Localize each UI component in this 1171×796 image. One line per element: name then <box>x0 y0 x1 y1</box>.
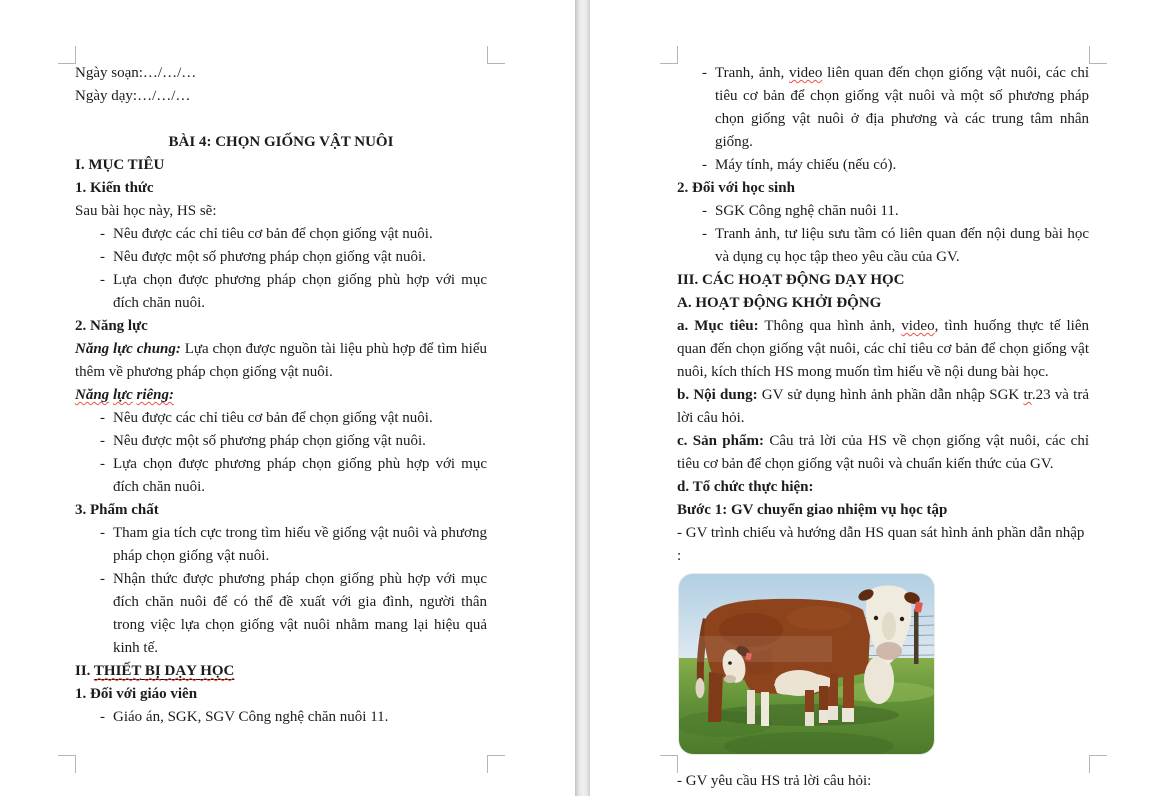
margin-crop-mark <box>487 46 505 64</box>
page-gap-divider <box>575 0 590 796</box>
subsection-hoc-sinh: 2. Đối với học sinh <box>677 180 795 196</box>
page-1-text-area <box>75 62 487 729</box>
blank-line <box>75 108 487 131</box>
bullet-dash: - <box>702 203 707 219</box>
section-thiet-bi-day-hoc: II. THIẾT BỊ DẠY HỌC <box>75 663 235 679</box>
subsection-pham-chat: 3. Phẩm chất <box>75 502 159 518</box>
bullet-dash: - <box>100 709 105 725</box>
list-item: - Tham gia tích cực trong tìm hiểu về giống vật nuôi và phương pháp chọn giống vật nuôi. <box>75 522 487 568</box>
list-item: - Giáo án, SGK, SGV Công nghệ chăn nuôi 11. <box>75 706 487 729</box>
list-item: - Nêu được các chỉ tiêu cơ bản để chọn giống vật nuôi. <box>75 407 487 430</box>
date-soan-line: Ngày soạn:…/…/… <box>75 65 197 81</box>
intro-line: Sau bài học này, HS sẽ: <box>75 203 217 219</box>
list-item: - SGK Công nghệ chăn nuôi 11. <box>677 200 1089 223</box>
paragraph-to-chuc: d. Tổ chức thực hiện: <box>677 479 814 495</box>
bullet-dash: - <box>702 65 707 81</box>
list-item: - Nêu được một số phương pháp chọn giống vật nuôi. <box>75 430 487 453</box>
list-item: - Lựa chọn được phương pháp chọn giống phù hợp với mục đích chăn nuôi. <box>75 453 487 499</box>
cow-calf-photo <box>679 574 934 754</box>
paragraph-nang-luc-rieng: Năng lực riêng: <box>75 387 174 403</box>
paragraph-nang-luc-chung: Năng lực chung: Lựa chọn được nguồn tài liệu phù hợp để tìm hiểu thêm về phương pháp chọn giống vật nuôi. <box>75 341 487 380</box>
bullet-dash: - <box>100 456 105 472</box>
list-item: - Tranh, ảnh, video liên quan đến chọn giống vật nuôi, các chỉ tiêu cơ bản để chọn giống vật nuôi và một số phương pháp chọn giống vật nuôi ở địa phương và các trung tâm nhân giống. <box>677 62 1089 154</box>
subsection-kien-thuc: 1. Kiến thức <box>75 180 154 196</box>
list-item: - Lựa chọn được phương pháp chọn giống phù hợp với mục đích chăn nuôi. <box>75 269 487 315</box>
document-page-1[interactable] <box>0 0 575 796</box>
paragraph-san-pham: c. Sản phẩm: Câu trả lời của HS về chọn giống vật nuôi, các chỉ tiêu cơ bản để chọn giống vật nuôi và chuẩn kiến thức của GV. <box>677 433 1089 472</box>
bullet-dash: - <box>100 433 105 449</box>
lesson-title: BÀI 4: CHỌN GIỐNG VẬT NUÔI <box>168 134 394 150</box>
bullet-dash: - <box>100 272 105 288</box>
margin-crop-mark <box>487 755 505 773</box>
margin-crop-mark <box>660 46 678 64</box>
section-hoat-dong-khoi-dong: A. HOẠT ĐỘNG KHỞI ĐỘNG <box>677 295 882 311</box>
section-muc-tieu: I. MỤC TIÊU <box>75 157 165 173</box>
bullet-dash: - <box>100 249 105 265</box>
paragraph-gv-yeu-cau: - GV yêu cầu HS trả lời câu hỏi: <box>677 773 872 789</box>
margin-crop-mark <box>58 755 76 773</box>
bullet-dash: - <box>702 157 707 173</box>
bullet-dash: - <box>100 226 105 242</box>
list-item: - Nhận thức được phương pháp chọn giống phù hợp với mục đích chăn nuôi để có thể đề xuất với gia đình, người thân trong việc lựa chọn giống vật nuôi nhằm mang lại hiệu quả kinh tế. <box>75 568 487 660</box>
bullet-dash: - <box>100 571 105 587</box>
margin-crop-mark <box>1089 755 1107 773</box>
list-item: - Máy tính, máy chiếu (nếu có). <box>677 154 1089 177</box>
subsection-giao-vien: 1. Đối với giáo viên <box>75 686 198 702</box>
margin-crop-mark <box>58 46 76 64</box>
bullet-dash: - <box>702 226 707 242</box>
date-day-line: Ngày dạy:…/…/… <box>75 88 191 104</box>
list-item: - Tranh ảnh, tư liệu sưu tầm có liên quan đến nội dung bài học và dụng cụ học tập theo yêu cầu của GV. <box>677 223 1089 269</box>
list-item: - Nêu được một số phương pháp chọn giống vật nuôi. <box>75 246 487 269</box>
margin-crop-mark <box>1089 46 1107 64</box>
bullet-dash: - <box>100 525 105 541</box>
paragraph-gv-trinh-chieu: - GV trình chiếu và hướng dẫn HS quan sát hình ảnh phần dẫn nhập : <box>677 525 1085 564</box>
margin-crop-mark <box>660 755 678 773</box>
cow-calf-illustration <box>679 574 934 754</box>
subsection-nang-luc: 2. Năng lực <box>75 318 148 334</box>
document-page-2[interactable] <box>590 0 1171 796</box>
section-cac-hoat-dong: III. CÁC HOẠT ĐỘNG DẠY HỌC <box>677 272 905 288</box>
paragraph-muc-tieu: a. Mục tiêu: Thông qua hình ảnh, video, tình huống thực tế liên quan đến chọn giống vật nuôi, các chỉ tiêu cơ bản để chọn giống vật nuôi, kích thích HS mong muốn tìm hiểu về nội dung bài học. <box>677 318 1089 380</box>
paragraph-noi-dung: b. Nội dung: GV sử dụng hình ảnh phần dẫn nhập SGK tr.23 và trả lời câu hỏi. <box>677 387 1089 426</box>
bullet-dash: - <box>100 410 105 426</box>
page-2-text-area <box>677 62 1089 793</box>
list-item: - Nêu được các chỉ tiêu cơ bản để chọn giống vật nuôi. <box>75 223 487 246</box>
paragraph-buoc-1: Bước 1: GV chuyển giao nhiệm vụ học tập <box>677 502 948 518</box>
